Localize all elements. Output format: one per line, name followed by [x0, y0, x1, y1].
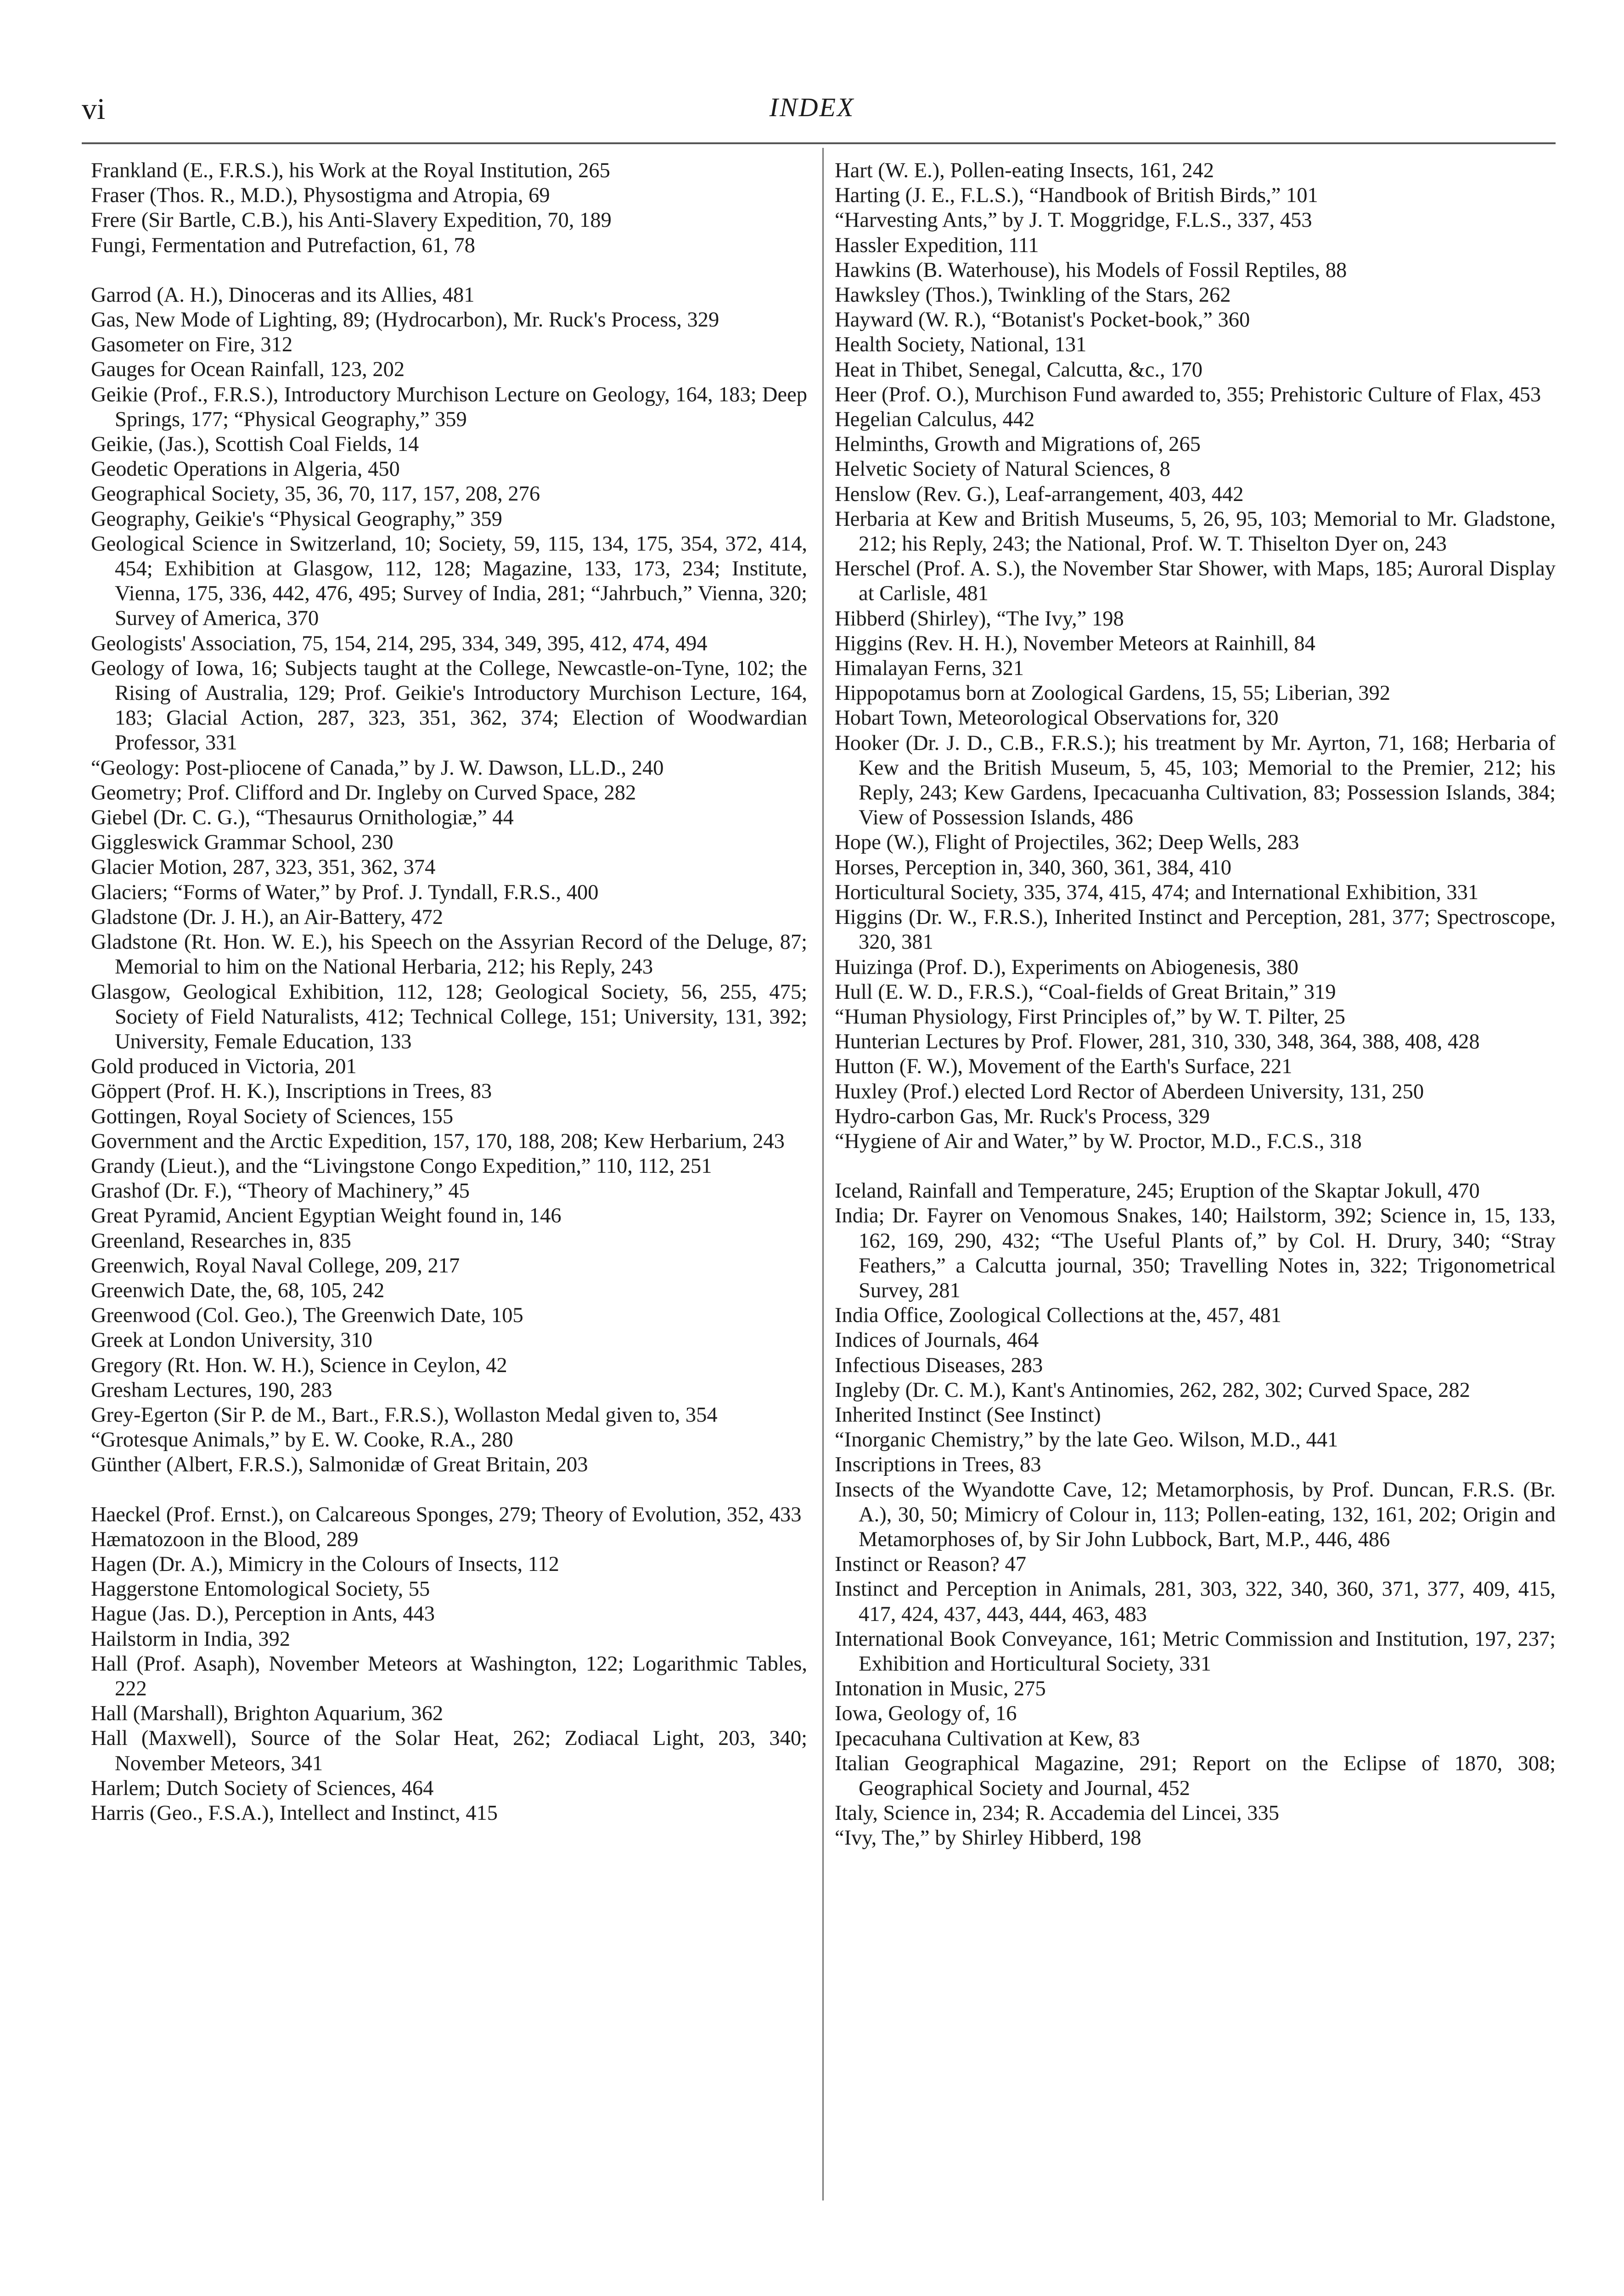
index-entry: Insects of the Wyandotte Cave, 12; Metamorphosis, by Prof. Duncan, F.R.S. (Br. A.), 30, 50; Mimicry of Colour in, 113; Pollen-eating, 132, 161, 202; Origin and Metamorphoses of, by Sir John Lubbock, Bart, M.P., 446, 486	[835, 1478, 1556, 1551]
index-entry: “Human Physiology, First Principles of,” by W. T. Pilter, 25	[835, 1005, 1345, 1029]
index-entry: Gasometer on Fire, 312	[91, 333, 293, 357]
index-entry: Hart (W. E.), Pollen-eating Insects, 161, 242	[835, 159, 1214, 182]
index-entry: Himalayan Ferns, 321	[835, 657, 1024, 681]
index-entry: India Office, Zoological Collections at the, 457, 481	[835, 1304, 1281, 1328]
index-entry: Helvetic Society of Natural Sciences, 8	[835, 457, 1170, 481]
index-entry: “Hygiene of Air and Water,” by W. Proctor, M.D., F.C.S., 318	[835, 1129, 1362, 1153]
index-entry: India; Dr. Fayrer on Venomous Snakes, 140; Hailstorm, 392; Science in, 15, 133, 162, 169, 290, 432; “The Useful Plants of,” by Col. H. Drury, 340; “Stray Feathers,” a Calcutta journal, 350; Travelling Notes in, 322; Trigonometrical Survey, 281	[835, 1204, 1556, 1302]
index-entry: Hayward (W. R.), “Botanist's Pocket-book,” 360	[835, 308, 1250, 332]
index-entry: Hooker (Dr. J. D., C.B., F.R.S.); his treatment by Mr. Ayrton, 71, 168; Herbaria of Kew and the British Museum, 5, 45, 103; Memorial to the Premier, 212; his Reply, 243; Kew Gardens, Ipecacuanha Cultivation, 83; Possession Islands, 384; View of Possession Islands, 486	[835, 731, 1556, 830]
index-entry: Hall (Maxwell), Source of the Solar Heat, 262; Zodiacal Light, 203, 340; November Meteors, 341	[91, 1727, 807, 1775]
index-entry: Health Society, National, 131	[835, 333, 1087, 357]
index-entry: Hall (Marshall), Brighton Aquarium, 362	[91, 1702, 444, 1726]
index-entry: Geikie, (Jas.), Scottish Coal Fields, 14	[91, 433, 419, 456]
index-entry: Hawksley (Thos.), Twinkling of the Stars, 262	[835, 283, 1231, 307]
index-entry: Hibberd (Shirley), “The Ivy,” 198	[835, 607, 1124, 630]
page-number: vi	[82, 92, 106, 126]
index-entry: Gauges for Ocean Rainfall, 123, 202	[91, 358, 405, 382]
index-entry: Herschel (Prof. A. S.), the November Star Shower, with Maps, 185; Auroral Display at Carlisle, 481	[835, 557, 1556, 606]
index-entry: Hawkins (B. Waterhouse), his Models of Fossil Reptiles, 88	[835, 258, 1347, 282]
index-entry: Gladstone (Dr. J. H.), an Air-Battery, 472	[91, 905, 444, 929]
index-entry: Horticultural Society, 335, 374, 415, 474; and International Exhibition, 331	[835, 880, 1479, 904]
index-entry: Glaciers; “Forms of Water,” by Prof. J. Tyndall, F.R.S., 400	[91, 880, 599, 904]
index-entry: Gladstone (Rt. Hon. W. E.), his Speech on the Assyrian Record of the Deluge, 87; Memorial to him on the National Herbaria, 212; his Reply, 243	[91, 930, 807, 979]
index-entry: Grandy (Lieut.), and the “Livingstone Congo Expedition,” 110, 112, 251	[91, 1154, 712, 1178]
index-entry: Geography, Geikie's “Physical Geography,” 359	[91, 507, 502, 531]
index-entry: Geological Science in Switzerland, 10; Society, 59, 115, 134, 175, 354, 372, 414, 454; Exhibition at Glasgow, 112, 128; Magazine, 133, 173, 234; Institute, Vienna, 175, 336, 442, 476, 495; Survey of India, 281; “Jahrbuch,” Vienna, 320; Survey of America, 370	[91, 532, 807, 630]
index-entry: Iceland, Rainfall and Temperature, 245; Eruption of the Skaptar Jokull, 470	[835, 1179, 1480, 1203]
header-rule	[82, 142, 1556, 144]
index-entry: Gas, New Mode of Lighting, 89; (Hydrocarbon), Mr. Ruck's Process, 329	[91, 308, 719, 332]
index-entry: Hassler Expedition, 111	[835, 233, 1039, 257]
index-entry: Greenland, Researches in, 835	[91, 1229, 351, 1253]
index-entry: Harting (J. E., F.L.S.), “Handbook of British Birds,” 101	[835, 184, 1318, 208]
index-entry: Ingleby (Dr. C. M.), Kant's Antinomies, 262, 282, 302; Curved Space, 282	[835, 1378, 1470, 1402]
index-entry: Glasgow, Geological Exhibition, 112, 128; Geological Society, 56, 255, 475; Society of Field Naturalists, 412; Technical College, 151; University, 131, 392; University, Female Education, 133	[91, 980, 807, 1053]
index-entry: Geikie (Prof., F.R.S.), Introductory Murchison Lecture on Geology, 164, 183; Deep Springs, 177; “Physical Geography,” 359	[91, 383, 807, 431]
index-entry: Greenwich Date, the, 68, 105, 242	[91, 1278, 385, 1302]
index-entry: Henslow (Rev. G.), Leaf-arrangement, 403, 442	[835, 482, 1244, 506]
index-entry: Hague (Jas. D.), Perception in Ants, 443	[91, 1602, 435, 1626]
index-entry: Inherited Instinct (See Instinct)	[835, 1403, 1101, 1427]
index-entry: Giebel (Dr. C. G.), “Thesaurus Ornithologiæ,” 44	[91, 806, 514, 830]
index-entry: Gold produced in Victoria, 201	[91, 1055, 357, 1079]
index-entry: Geologists' Association, 75, 154, 214, 295, 334, 349, 395, 412, 474, 494	[91, 631, 708, 655]
index-entry: Heat in Thibet, Senegal, Calcutta, &c., 170	[835, 358, 1203, 382]
index-entry: “Harvesting Ants,” by J. T. Moggridge, F.L.S., 337, 453	[835, 208, 1312, 232]
index-entry: Geographical Society, 35, 36, 70, 117, 157, 208, 276	[91, 482, 540, 506]
index-entry: Geodetic Operations in Algeria, 450	[91, 457, 400, 481]
index-entry: Hippopotamus born at Zoological Gardens, 15, 55; Liberian, 392	[835, 681, 1391, 705]
index-entry: Herbaria at Kew and British Museums, 5, 26, 95, 103; Memorial to Mr. Gladstone, 212; his Reply, 243; the National, Prof. W. T. Thiselton Dyer on, 243	[835, 507, 1556, 556]
index-entry: Huxley (Prof.) elected Lord Rector of Aberdeen University, 131, 250	[835, 1080, 1424, 1103]
index-entry: Grey-Egerton (Sir P. de M., Bart., F.R.S.), Wollaston Medal given to, 354	[91, 1403, 718, 1427]
index-entry: Geometry; Prof. Clifford and Dr. Ingleby on Curved Space, 282	[91, 781, 636, 805]
running-head-title: INDEX	[769, 92, 855, 122]
index-entry: Hagen (Dr. A.), Mimicry in the Colours of Insects, 112	[91, 1552, 559, 1576]
index-entry: Hutton (F. W.), Movement of the Earth's Surface, 221	[835, 1055, 1292, 1079]
index-entry: Hydro-carbon Gas, Mr. Ruck's Process, 329	[835, 1104, 1210, 1128]
index-entry: Fungi, Fermentation and Putrefaction, 61, 78	[91, 233, 475, 257]
index-entry: Glacier Motion, 287, 323, 351, 362, 374	[91, 855, 436, 879]
index-entry: Hegelian Calculus, 442	[835, 408, 1035, 432]
index-entry: Infectious Diseases, 283	[835, 1353, 1043, 1377]
index-entry: Italy, Science in, 234; R. Accademia del Lincei, 335	[835, 1801, 1280, 1825]
index-entry: Giggleswick Grammar School, 230	[91, 831, 393, 855]
index-entry: Harris (Geo., F.S.A.), Intellect and Instinct, 415	[91, 1801, 498, 1825]
index-entry: Instinct and Perception in Animals, 281, 303, 322, 340, 360, 371, 377, 409, 415, 417, 424, 437, 443, 444, 463, 483	[835, 1577, 1556, 1626]
index-entry: Hull (E. W. D., F.R.S.), “Coal-fields of Great Britain,” 319	[835, 980, 1336, 1004]
index-entry: Hunterian Lectures by Prof. Flower, 281, 310, 330, 348, 364, 388, 408, 428	[835, 1030, 1480, 1054]
index-entry: International Book Conveyance, 161; Metric Commission and Institution, 197, 237; Exhibition and Horticultural Society, 331	[835, 1627, 1556, 1676]
column-divider	[822, 148, 824, 2200]
index-entry: Greek at London University, 310	[91, 1328, 372, 1352]
index-entry: Garrod (A. H.), Dinoceras and its Allies, 481	[91, 283, 475, 307]
index-column-left	[91, 158, 807, 1826]
index-entry: Haeckel (Prof. Ernst.), on Calcareous Sponges, 279; Theory of Evolution, 352, 433	[91, 1503, 802, 1526]
index-entry: Huizinga (Prof. D.), Experiments on Abiogenesis, 380	[835, 955, 1298, 979]
index-entry: Instinct or Reason? 47	[835, 1553, 1027, 1576]
index-entry: Göppert (Prof. H. K.), Inscriptions in Trees, 83	[91, 1080, 492, 1103]
index-entry: Gottingen, Royal Society of Sciences, 155	[91, 1104, 454, 1128]
index-entry: “Inorganic Chemistry,” by the late Geo. Wilson, M.D., 441	[835, 1428, 1338, 1452]
index-entry: Ipecacuhana Cultivation at Kew, 83	[835, 1727, 1140, 1750]
index-entry: Higgins (Rev. H. H.), November Meteors at Rainhill, 84	[835, 631, 1315, 655]
index-entry: Iowa, Geology of, 16	[835, 1702, 1017, 1726]
index-entry: Geology of Iowa, 16; Subjects taught at the College, Newcastle-on-Tyne, 102; the Rising of Australia, 129; Prof. Geikie's Introductory Murchison Lecture, 164, 183; Glacial Action, 287, 323, 351, 362, 374; Election of Woodwardian Professor, 331	[91, 656, 807, 755]
index-entry: Heer (Prof. O.), Murchison Fund awarded to, 355; Prehistoric Culture of Flax, 453	[835, 383, 1541, 406]
index-entry: Italian Geographical Magazine, 291; Report on the Eclipse of 1870, 308; Geographical Society and Journal, 452	[835, 1751, 1556, 1800]
index-entry: Greenwood (Col. Geo.), The Greenwich Date, 105	[91, 1304, 523, 1328]
index-entry: Intonation in Music, 275	[835, 1677, 1046, 1701]
index-entry: “Geology: Post-pliocene of Canada,” by J. W. Dawson, LL.D., 240	[91, 756, 664, 780]
index-entry: Günther (Albert, F.R.S.), Salmonidæ of Great Britain, 203	[91, 1453, 588, 1477]
index-entry: Helminths, Growth and Migrations of, 265	[835, 433, 1201, 456]
index-entry: Frankland (E., F.R.S.), his Work at the Royal Institution, 265	[91, 159, 610, 182]
index-entry: Hailstorm in India, 392	[91, 1627, 290, 1651]
index-entry: Inscriptions in Trees, 83	[835, 1453, 1041, 1477]
index-entry: Gresham Lectures, 190, 283	[91, 1378, 332, 1402]
index-entry: Hall (Prof. Asaph), November Meteors at Washington, 122; Logarithmic Tables, 222	[91, 1652, 807, 1700]
index-entry: Hobart Town, Meteorological Observations for, 320	[835, 706, 1279, 730]
index-entry: Great Pyramid, Ancient Egyptian Weight found in, 146	[91, 1204, 562, 1228]
index-entry: Gregory (Rt. Hon. W. H.), Science in Ceylon, 42	[91, 1353, 507, 1377]
index-entry: Hope (W.), Flight of Projectiles, 362; Deep Wells, 283	[835, 831, 1299, 855]
index-entry: Greenwich, Royal Naval College, 209, 217	[91, 1254, 460, 1277]
index-column-right	[835, 158, 1556, 1851]
index-entry: Fraser (Thos. R., M.D.), Physostigma and Atropia, 69	[91, 184, 550, 208]
index-entry: Haggerstone Entomological Society, 55	[91, 1577, 430, 1601]
index-entry: Indices of Journals, 464	[835, 1328, 1039, 1352]
index-entry: Frere (Sir Bartle, C.B.), his Anti-Slavery Expedition, 70, 189	[91, 208, 612, 232]
index-entry: Hæmatozoon in the Blood, 289	[91, 1527, 359, 1551]
index-entry: Government and the Arctic Expedition, 157, 170, 188, 208; Kew Herbarium, 243	[91, 1129, 785, 1153]
index-entry: Higgins (Dr. W., F.R.S.), Inherited Instinct and Perception, 281, 377; Spectroscope, 320, 381	[835, 906, 1556, 954]
index-entry: “Ivy, The,” by Shirley Hibberd, 198	[835, 1826, 1141, 1850]
index-entry: Horses, Perception in, 340, 360, 361, 384, 410	[835, 855, 1232, 879]
index-entry: “Grotesque Animals,” by E. W. Cooke, R.A., 280	[91, 1428, 513, 1452]
index-entry: Harlem; Dutch Society of Sciences, 464	[91, 1776, 434, 1800]
index-entry: Grashof (Dr. F.), “Theory of Machinery,” 45	[91, 1179, 470, 1203]
